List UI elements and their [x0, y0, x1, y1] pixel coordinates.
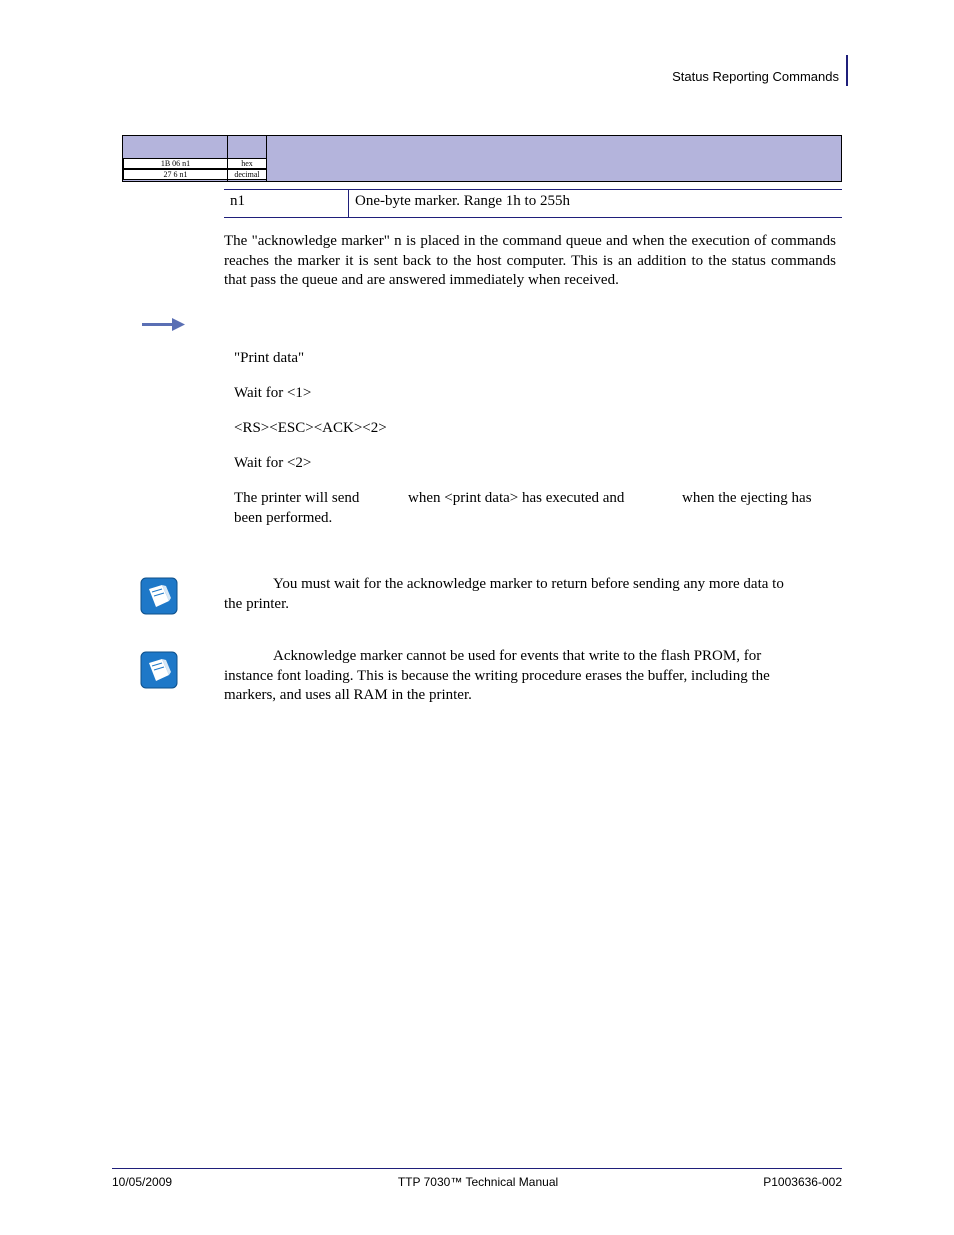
footer-rule — [112, 1168, 842, 1169]
note-text: instance font loading. This is because the writing procedure erases the buffer, including the — [224, 668, 770, 684]
note-icon — [140, 577, 178, 615]
note-text: You must wait for the acknowledge marker to return before sending any more data to — [273, 576, 784, 592]
note-text: Acknowledge marker cannot be used for events that write to the flash PROM, for — [273, 648, 762, 664]
decimal-label: decimal — [227, 169, 267, 180]
example-line: Wait for <2> — [234, 455, 312, 471]
param-table-top-border — [224, 189, 842, 190]
footer-part-number: P1003636-002 — [763, 1175, 842, 1189]
note-text: markers, and uses all RAM in the printer. — [224, 687, 472, 703]
param-table-bottom-border — [224, 217, 842, 218]
note-text: the printer. — [224, 596, 289, 612]
header-bar — [846, 55, 848, 86]
example-explanation-part: been performed. — [234, 510, 333, 526]
example-line: Wait for <1> — [234, 385, 312, 401]
example-line: "Print data" — [234, 350, 305, 366]
description-paragraph: The "acknowledge marker" n is placed in the command queue and when the execution of commands reaches the marker it is sent back to the host computer. This is an addition to the status commands that pass the queue and are answered immediately when received. — [224, 233, 836, 288]
command-syntax-box — [122, 135, 842, 182]
note-icon — [140, 651, 178, 689]
example-explanation-part: The printer will send — [234, 490, 360, 506]
example-line: <RS><ESC><ACK><2> — [234, 420, 387, 436]
param-description: One-byte marker. Range 1h to 255h — [355, 193, 570, 209]
param-name: n1 — [230, 193, 245, 209]
hex-label: hex — [227, 158, 267, 169]
footer-manual-title: TTP 7030™ Technical Manual — [397, 1175, 559, 1189]
footer-date: 10/05/2009 — [112, 1175, 173, 1189]
decimal-value: 27 6 n1 — [123, 169, 228, 180]
hex-value: 1B 06 n1 — [123, 158, 228, 169]
example-arrow-icon — [142, 317, 186, 333]
example-explanation-part: when <print data> has executed and — [408, 490, 625, 506]
example-explanation-part: when the ejecting has — [682, 490, 812, 506]
page-header-title: Status Reporting Commands — [672, 69, 839, 84]
param-table-divider — [348, 189, 349, 218]
